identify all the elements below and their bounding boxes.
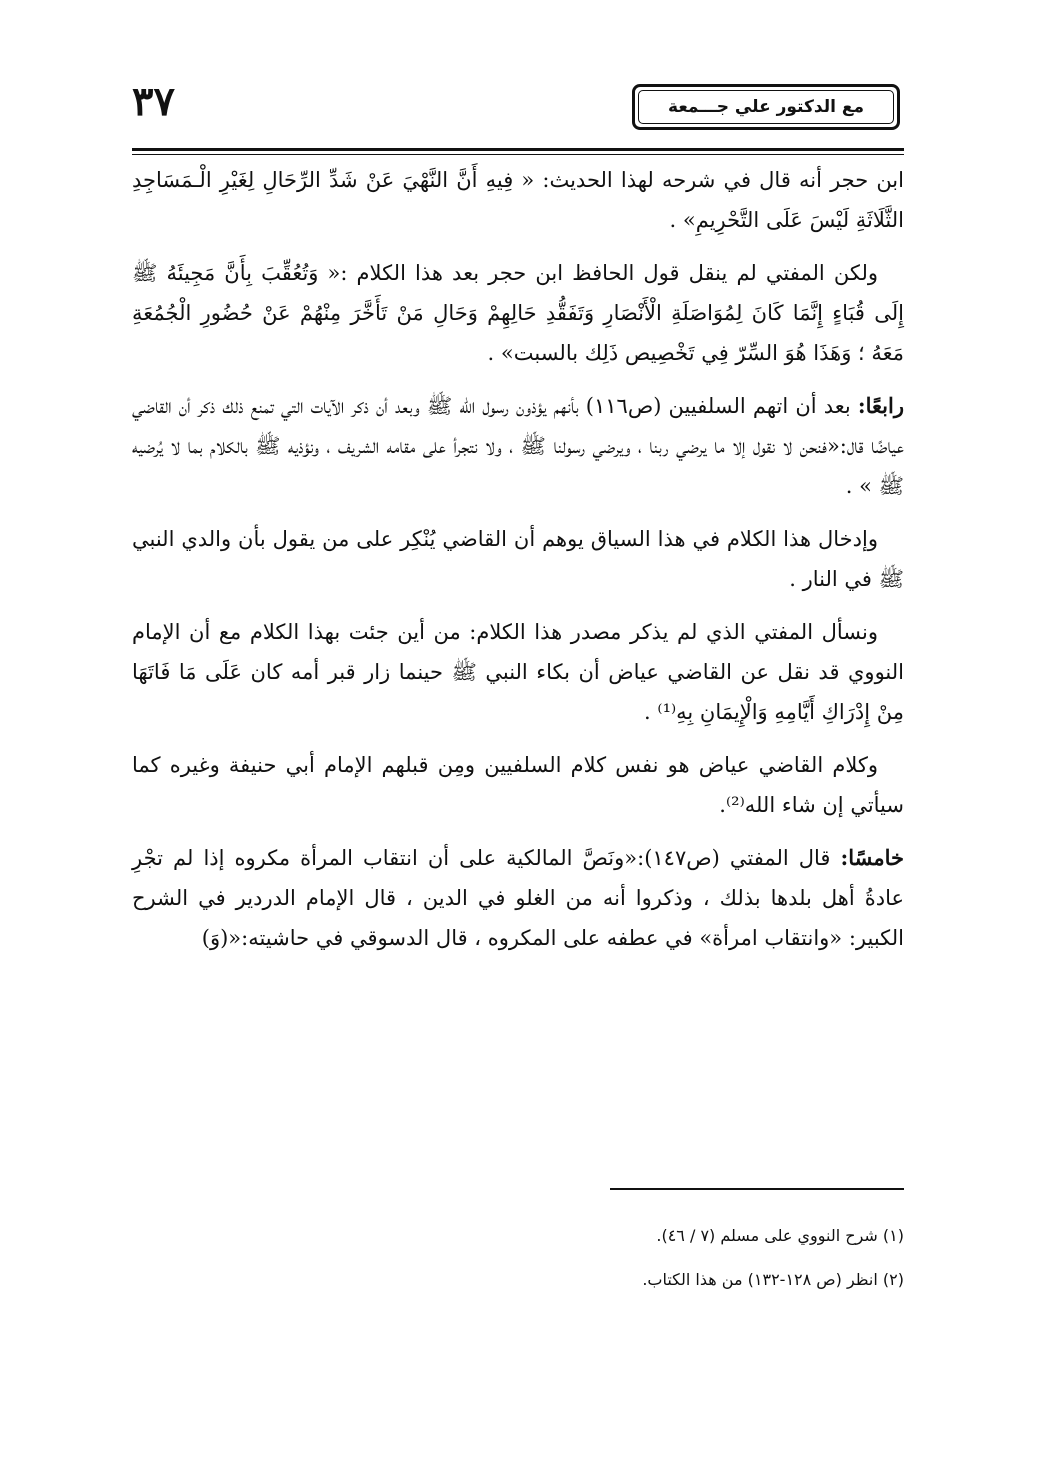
paragraph-2 bbox=[132, 253, 904, 373]
paragraph-5 bbox=[132, 612, 904, 732]
paragraph-2-text: ولكن المفتي لم ينقل قول الحافظ ابن حجر بعد هذا الكلام :« وَتُعُقِّبَ بِأَنَّ مَجِيئَهُ ﷺ إِلَى قُبَاءٍ إِنَّمَا كَانَ لِمُوَاصَلَةِ الْأَنْصَارِ وَتَفَقُّدِ حَالِهِمْ وَحَالِ مَنْ تَأَخَّرَ مِنْهُمْ عَنْ حُضُورِ الْجُمُعَةِ مَعَهُ ؛ وَهَذَا هُوَ السِّرّ فِي تَخْصِيص ذَلِك بالسبت» . bbox=[132, 261, 904, 365]
paragraph-7-text: قال المفتي (ص١٤٧):«ونَصَّ المالكية على أن انتقاب المرأة مكروه إذا لم تجْرِ عادةُ أهل بلدها بذلك ، وذكروا أنه من الغلو في الدين ، قال الإمام الدردير في الشرح الكبير: «وانتقاب امرأة» في عطفه على المكروه ، قال الدسوقي في حاشيته:«(وَ) bbox=[132, 846, 904, 950]
paragraph-3-text: بعد أن اتهم السلفيين (ص١١٦) بأنهم يؤذون رسول الله ﷺ وبعد أن ذكر الآيات التي تمنع ذلك ذكر أن القاضي عياضًا قال:«فنحن لا نقول إلا ما يرضي ربنا ، ويرضي رسولنا ﷺ ، ولا نتجرأ على مقامه الشريف ، ونؤذيه ﷺ بالكلام بما لا يُرضيه ﷺ » . bbox=[132, 394, 904, 498]
paragraph-7-lead: خامسًا: bbox=[840, 845, 905, 870]
paragraph-3-lead: رابعًا: bbox=[857, 393, 904, 418]
running-title-frame bbox=[632, 84, 900, 130]
footnote-separator bbox=[610, 1188, 904, 1190]
footnote-1: (١) شرح النووي على مسلم (٧ / ٤٦). bbox=[656, 1226, 904, 1245]
paragraph-6-text: وكلام القاضي عياض هو نفس كلام السلفيين ومِن قبلهم الإمام أبي حنيفة وغيره كما سيأتي إن شاء الله⁽²⁾. bbox=[132, 753, 904, 817]
paragraph-4 bbox=[132, 519, 904, 599]
paragraph-5-text: ونسأل المفتي الذي لم يذكر مصدر هذا الكلام: من أين جئت بهذا الكلام مع أن الإمام النووي قد نقل عن القاضي عياض أن بكاء النبي ﷺ حينما زار قبر أمه كان عَلَى مَا فَاتَهَا مِنْ إِدْرَاكِ أَيَّامِهِ وَالْإِيمَانِ بِهِ⁽¹⁾ . bbox=[132, 620, 904, 724]
footnote-2: (٢) انظر (ص ١٢٨-١٣٢) من هذا الكتاب. bbox=[642, 1270, 904, 1289]
paragraph-7 bbox=[132, 838, 904, 958]
paragraph-1-text: ابن حجر أنه قال في شرحه لهذا الحديث: « فِيهِ أَنَّ النَّهْيَ عَنْ شَدِّ الرِّحَالِ لِغَيْرِ الْـمَسَاجِدِ الثَّلَاثَةِ لَيْسَ عَلَى التَّحْرِيمِ» . bbox=[132, 168, 904, 232]
body-text bbox=[132, 160, 904, 971]
page-number: ٣٧ bbox=[132, 78, 175, 125]
paragraph-1 bbox=[132, 160, 904, 240]
paragraph-3 bbox=[132, 386, 904, 506]
paragraph-4-text: وإدخال هذا الكلام في هذا السياق يوهم أن القاضي يُنْكِر على من يقول بأن والدي النبي ﷺ في النار . bbox=[132, 527, 904, 591]
footnotes bbox=[132, 1214, 904, 1302]
running-title: مع الدكتور علي جـــمعة bbox=[638, 90, 894, 124]
paragraph-6 bbox=[132, 745, 904, 825]
header-rule-thin bbox=[132, 154, 904, 155]
header-rule bbox=[132, 148, 904, 151]
